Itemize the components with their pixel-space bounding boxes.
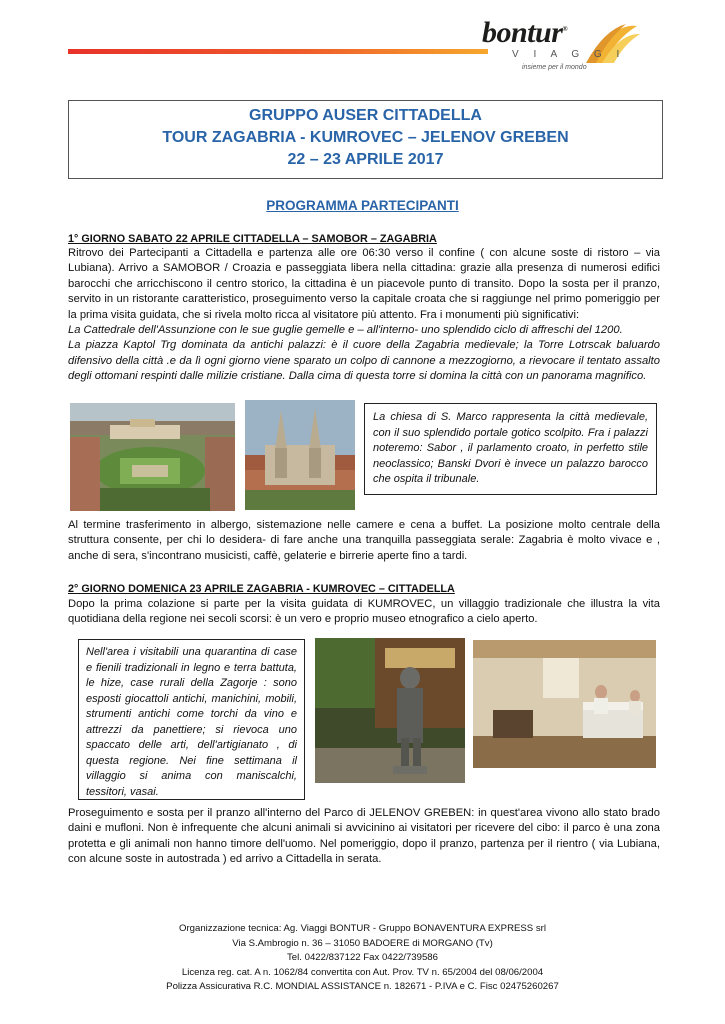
section-subtitle: PROGRAMMA PARTECIPANTI: [266, 198, 459, 213]
logo-swoosh-icon: [582, 18, 642, 68]
day1-info-box: La chiesa di S. Marco rappresenta la città medievale, con il suo splendido portale gotico scolpito. Fra i palazzi noteremo: Sabor , il parlamento croato, in perfetto stile neoclassico; Banski Dvori è invece un palazzo barocco che ospita il tribunale.: [364, 403, 657, 495]
footer-line-2: Via S.Ambrogio n. 36 – 31050 BADOERE di MORGANO (Tv): [232, 937, 493, 949]
logo-wordmark: bontur: [482, 16, 563, 49]
title-box: [68, 100, 663, 179]
title-line-3: 22 – 23 APRILE 2017: [287, 151, 444, 168]
day1-heading: 1° GIORNO SABATO 22 APRILE CITTADELLA – SAMOBOR – ZAGABRIA: [68, 233, 437, 245]
footer: [0, 922, 725, 995]
logo-registered: ®: [562, 25, 568, 33]
day2-info-box: Nell'area i visitabili una quarantina di case e fienili tradizionali in legno e terra battuta, le hize, case rurali della Zagorje : sono esposti giocattoli antichi, manichini, mobili, strumenti antichi come torchi da vino e attrezzi da panettiere; si rievoca uno spaccato delle arti, dell'artigianato , di questa regione. Nei fine settimana il villaggio si anima con maniscalchi, tessitori, vasai.: [78, 639, 305, 800]
bontur-logo: [482, 16, 652, 80]
photo-zagreb-cathedral: [245, 400, 355, 510]
logo-slogan: insieme per il mondo: [522, 64, 587, 71]
day1-body-text: Ritrovo dei Partecipanti a Cittadella e partenza alle ore 06:30 verso il confine ( con alcune soste di ristoro – via Lubiana). Arrivo a SAMOBOR / Croazia e passeggiata libera nella cittadina: grazie alla presenza di numerosi edifici barocchi che arricchiscono il centro storico, la cittadina è un piacevole punto di transito. Dopo la sosta per il pranzo, servito in un ristorante caratteristico, proseguimento verso la capitale croata che si raggiunge nel primo pomeriggio per la prima visita guidata, che si rivela molto ricca al visitatore più attento. Fra i monumenti più significativi:: [68, 247, 660, 321]
day1-body: [68, 246, 660, 385]
logo-viaggi: V I A G G I: [512, 49, 626, 60]
footer-line-4: Licenza reg. cat. A n. 1062/84 convertita con Aut. Prov. TV n. 65/2004 del 08/06/2004: [181, 966, 544, 978]
photo-zagreb-square: [70, 403, 235, 511]
title-line-2: TOUR ZAGABRIA - KUMROVEC – JELENOV GREBEN: [162, 129, 569, 146]
photo-kumrovec-statue: [315, 638, 465, 783]
day1-after: Al termine trasferimento in albergo, sistemazione nelle camere e cena a buffet. La posizione molto centrale della struttura consente, per chi lo desidera- di fare anche una tranquilla passeggiata serale: Zagabria è molto vivace e , anche di sera, s'incontrano musicisti, caffè, gelaterie e birrerie aperte fino a tardi.: [68, 519, 660, 562]
day2-body: Dopo la prima colazione si parte per la visita guidata di KUMROVEC, un villaggio tradizionale che illustra la vita quotidiana della regione nei secoli scorsi: è un vero e proprio museo etnografico a cielo aperto.: [68, 598, 660, 626]
day2-after: Proseguimento e sosta per il pranzo all'interno del Parco di JELENOV GREBEN: in quest'area vivono allo stato brado daini e mufloni. Non è infrequente che alcuni animali si avvicinino ai visitatori per ricevere del cibo: il parco è una zona protetta e gli animali non hanno timore dell'uomo. Nel pomeriggio, dopo il pranzo, partenza per il rientro ( via Lubiana, con alcune soste in autostrada ) ed arrivo a Cittadella in serata.: [68, 807, 660, 866]
title-line-1: GRUPPO AUSER CITTADELLA: [249, 107, 482, 124]
day1-italic-cathedral: La Cattedrale dell'Assunzione con le sue guglie gemelle e – all'interno- uno splendido ciclo di affreschi del 1200.: [68, 324, 623, 337]
day2-heading: 2° GIORNO DOMENICA 23 APRILE ZAGABRIA - KUMROVEC – CITTADELLA: [68, 583, 455, 595]
header-color-bar: [68, 49, 488, 54]
footer-line-5: Polizza Assicurativa R.C. MONDIAL ASSISTANCE n. 182671 - P.IVA e C. Fisc 02475260267: [166, 981, 559, 992]
footer-line-3: Tel. 0422/837122 Fax 0422/739586: [287, 952, 438, 963]
photo-kumrovec-interior: [473, 640, 656, 768]
footer-line-1: Organizzazione tecnica: Ag. Viaggi BONTUR - Gruppo BONAVENTURA EXPRESS srl: [178, 923, 546, 934]
day1-italic-kaptol: La piazza Kaptol Trg dominata da antichi palazzi: è il cuore della Zagabria medievale; la Torre Lotrscak baluardo difensivo della città .e da lì ogni giorno viene sparato un colpo di cannone a mezzogiorno, a rievocare il tentato assalto degli ottomani respinti dalle milizie cristiane. Dalla cima di questa torre si domina la città con un panorama magnifico.: [68, 339, 660, 383]
